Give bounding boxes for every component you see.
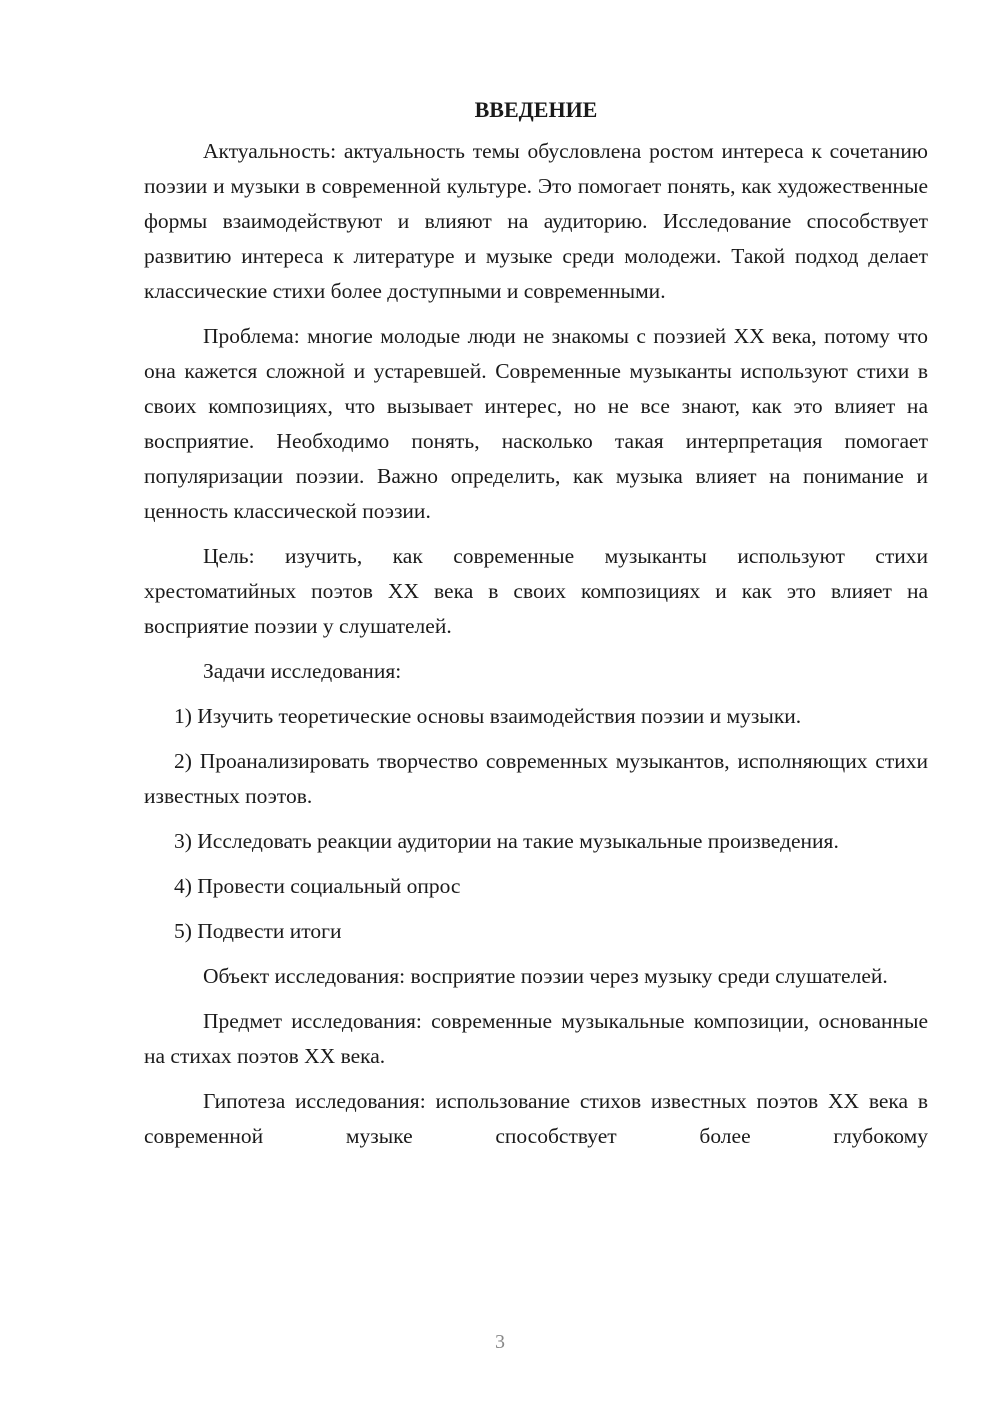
paragraph-relevance: Актуальность: актуальность темы обусловлена ростом интереса к сочетанию поэзии и музыки в современной культуре. Это помогает понять, как художественные формы взаимодействуют и влияют на аудиторию. Исследование способствует развитию интереса к литературе и музыке среди молодежи. Такой подход делает классические стихи более доступными и современными. <box>144 139 928 303</box>
paragraph-problem: Проблема: многие молодые люди не знакомы с поэзией XX века, потому что она кажется сложной и устаревшей. Современные музыканты используют стихи в своих композициях, что вызывает интерес, но не все знают, как это влияет на восприятие. Необходимо понять, насколько такая интерпретация помогает популяризации поэзии. Важно определить, как музыка влияет на понимание и ценность классической поэзии. <box>144 324 928 523</box>
paragraph-goal: Цель: изучить, как современные музыканты используют стихи хрестоматийных поэтов XX века в своих композициях и как это влияет на восприятие поэзии у слушателей. <box>144 544 928 638</box>
paragraph-hypothesis: Гипотеза исследования: использование стихов известных поэтов XX века в современной музыке способствует более глубокому <box>144 1089 928 1148</box>
task-item-1: 1) Изучить теоретические основы взаимодействия поэзии и музыки. <box>174 704 802 728</box>
task-item-3: 3) Исследовать реакции аудитории на такие музыкальные произведения. <box>174 829 839 853</box>
paragraph-subject: Предмет исследования: современные музыкальные композиции, основанные на стихах поэтов XX века. <box>144 1009 928 1068</box>
task-item-4: 4) Провести социальный опрос <box>174 874 461 898</box>
page-number: 3 <box>495 1331 505 1353</box>
paragraph-object: Объект исследования: восприятие поэзии через музыку среди слушателей. <box>203 964 888 988</box>
task-item-2: 2) Проанализировать творчество современных музыкантов, исполняющих стихи известных поэтов. <box>144 749 928 808</box>
section-title: ВВЕДЕНИЕ <box>474 97 598 122</box>
paragraph-tasks-heading: Задачи исследования: <box>203 659 402 683</box>
task-item-5: 5) Подвести итоги <box>174 919 342 943</box>
document-page <box>144 95 928 1164</box>
